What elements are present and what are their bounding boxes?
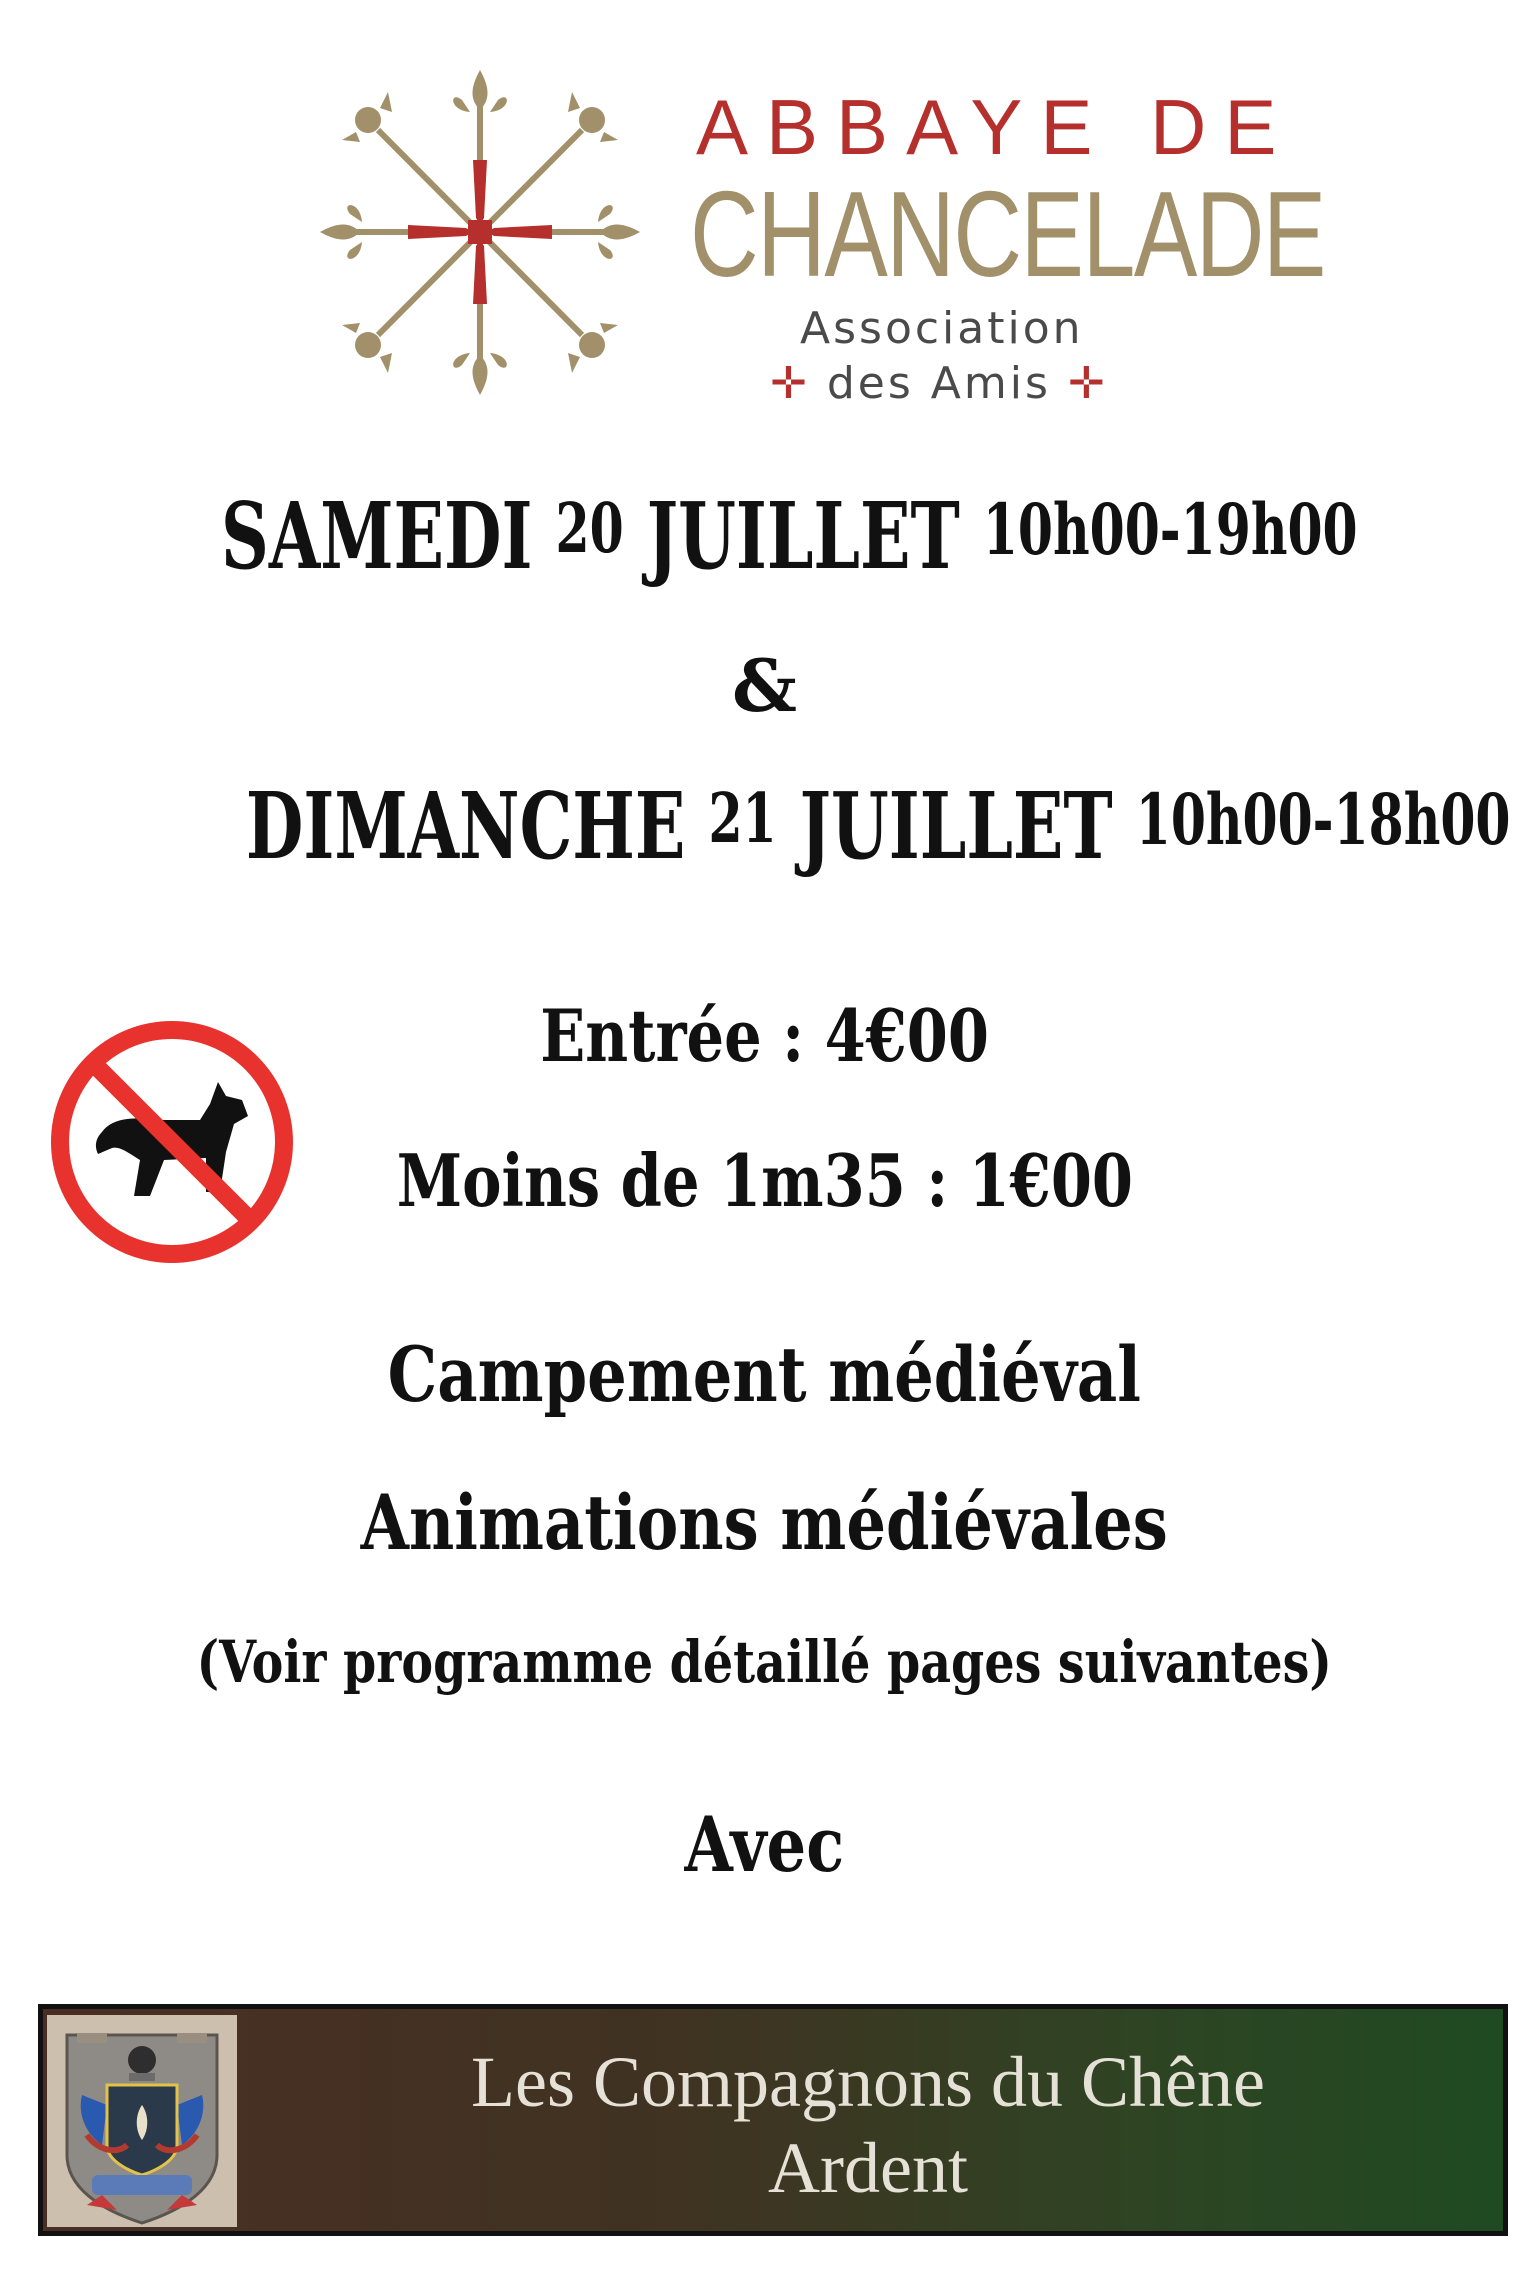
day-number: 21 (708, 779, 777, 859)
ampersand: & (731, 643, 797, 728)
day-name: SAMEDI (221, 482, 533, 590)
activity-animations-text: Animations médiévales (360, 1478, 1169, 1567)
activity-animations (0, 1478, 1529, 1567)
month-name: JUILLET (799, 772, 1113, 880)
fleur-de-lis-cross-icon (320, 70, 640, 395)
partner-name (293, 2039, 1443, 2212)
price-child (0, 1138, 1529, 1223)
small-cross-icon: ✛ (770, 358, 810, 409)
day-name: DIMANCHE (245, 772, 686, 880)
price-child-text: Moins de 1m35 : 1€00 (396, 1138, 1133, 1223)
date-line-saturday (0, 482, 1529, 590)
avec-text: Avec (684, 1800, 845, 1889)
time-range: 10h00-19h00 (982, 488, 1358, 571)
logo-line-association: Association (800, 303, 1084, 354)
program-note-text: (Voir programme détaillé pages suivantes) (196, 1628, 1333, 1696)
price-entry (0, 993, 1529, 1078)
month-name: JUILLET (646, 482, 960, 590)
date-line-sunday (0, 772, 1529, 880)
partner-banner (38, 2004, 1508, 2236)
partner-name-line2: Ardent (768, 2128, 968, 2209)
coat-of-arms-icon (47, 2015, 237, 2227)
day-number: 20 (555, 489, 624, 569)
activity-camp (0, 1330, 1529, 1419)
logo-amis-text: des Amis (826, 358, 1051, 409)
partner-name-line1: Les Compagnons du Chêne (471, 2042, 1265, 2122)
price-entry-text: Entrée : 4€00 (540, 993, 989, 1078)
time-range: 10h00-18h00 (1135, 778, 1511, 861)
activity-camp-text: Campement médiéval (387, 1330, 1142, 1419)
logo-line-abbaye: ABBAYE DE (696, 83, 1295, 171)
logo-wordmark (690, 78, 1325, 409)
avec-label (0, 1800, 1529, 1889)
logo-line-amis (770, 358, 1108, 409)
program-note (0, 1628, 1529, 1696)
logo-line-chancelade: CHANCELADE (690, 166, 1325, 302)
small-cross-icon: ✛ (1067, 358, 1108, 409)
